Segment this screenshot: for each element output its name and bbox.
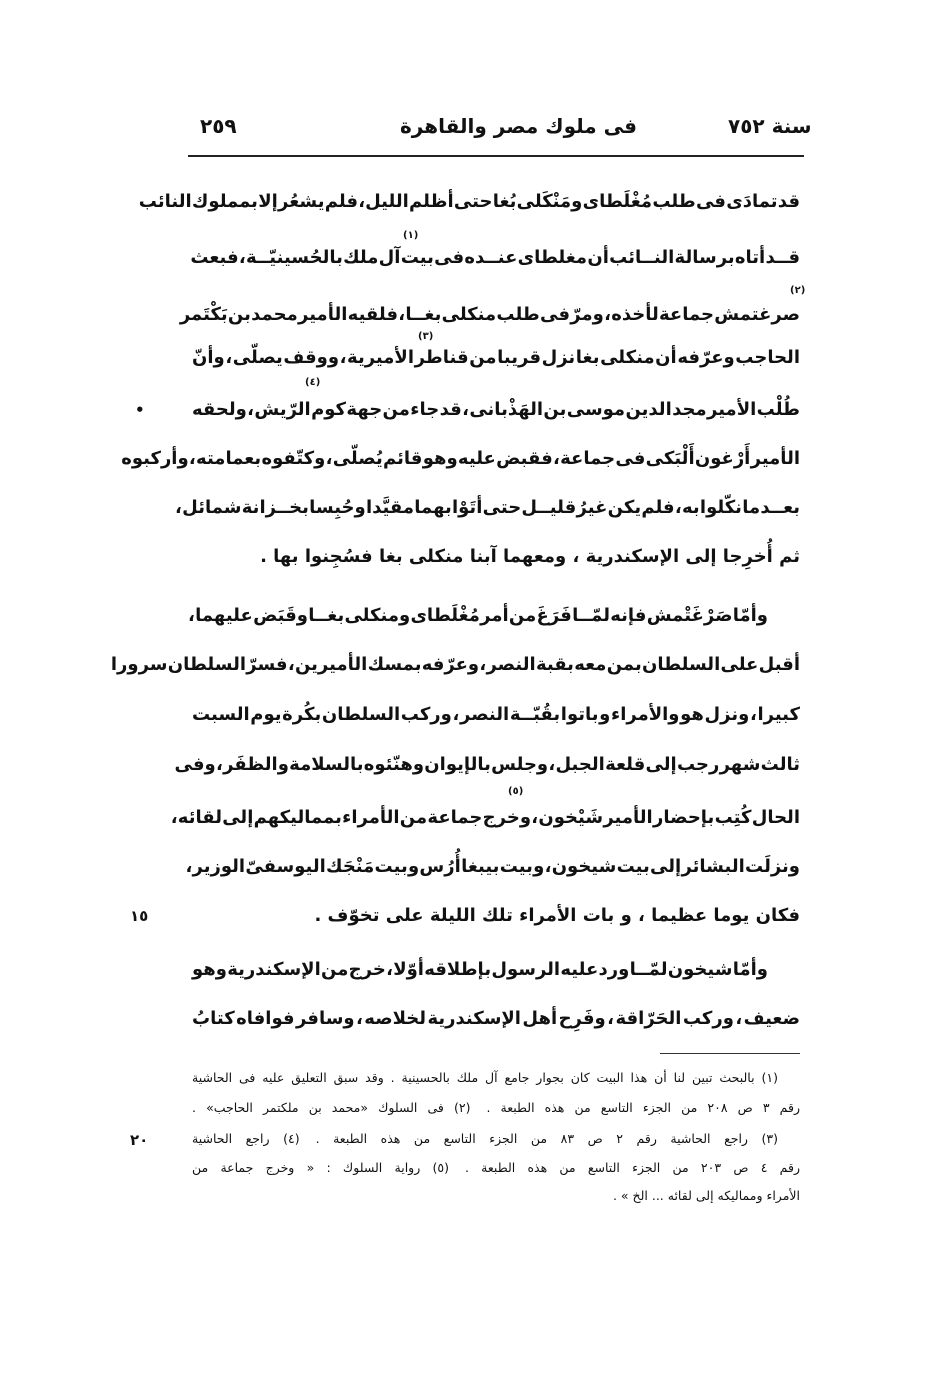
text-line: أقبل على السلطان بمن معه بقبة النصر ، وعرّفه بمسك الأميرين ، فسرّ السلطان سرورا — [110, 654, 800, 675]
text-line: الحاجب وعرّفه أن منكلى بغا نزل قريبا من قناطر الأميرية ، ووقف يصلّى ، وأنّ — [192, 347, 800, 368]
text-line: وأمّا صَرْغَتْمش فإنه لمّــا فَرَغَ من أمر مُغْلَطاى ومنكلى بغــا وقَبَض عليهما ، — [188, 605, 768, 626]
header-rule — [188, 155, 804, 157]
footnote-2: (٢) فى السلوك «محمد بن ملكتمر الحاجب» . — [192, 1100, 471, 1115]
footnote-marker: (٥) — [508, 786, 524, 797]
text-line: ونزلَت البشائر إلى بيت شيخون ، و بيت بيبغا أُرُس و بيت مَنْجَك اليوسفىّ الوزير ، — [185, 856, 800, 877]
text-line: ثم أُخرِجا إلى الإسكندرية ، ومعهما آبنا منكلى بغا فسُجِنوا بها . — [260, 546, 800, 567]
text-line: وأمّا شيخون لمّــا ورد عليه الرسول بإطلاقه أوّلا ، خرج من الإسكندرية وهو — [192, 959, 768, 980]
footnote-1-cont: رقم ٣ ص ٢٠٨ من الجزء التاسع من هذه الطبعة . — [486, 1100, 801, 1115]
text-line: فكان يوما عظيما ، و بات الأمراء تلك الليلة على تخوّف . — [314, 905, 800, 926]
footnote-rule — [660, 1053, 800, 1054]
text-line: بعــد ما نكّلوا به ، فلم يكن غيرُ قليــل حتى أتَوْا بهما مقيَّدا وحُبِسا بخــزانة شمائل ، — [175, 497, 800, 518]
footnote-line — [192, 1187, 800, 1205]
text-line: صرغتمش جماعة لأخذه ، ومرّ فى طلب منكلى بغــا ، فلقيه الأمير محمد بن بَكْتَمر — [179, 304, 800, 325]
margin-line-number: ٢٠ — [130, 1131, 149, 1149]
margin-bullet: • — [135, 401, 145, 419]
footnote-marker: (٤) — [305, 377, 321, 388]
footnote-marker: (١) — [403, 230, 419, 241]
text-line: ثالث شهر رجب إلى قلعة الجبل ، وجلس بالإيوان وهنّئوه بالسلامة والظفَر ، وفى — [174, 754, 800, 775]
text-line: الحال كُتِب بإحضار الأمير شَيْخون ، وخرج جماعة من الأمراء بمماليكهم إلى لقائه ، — [170, 807, 800, 828]
footnote-5-cont: الأمراء ومماليكه إلى لقائه ... الخ » . — [612, 1188, 800, 1203]
page-number: ٢٥٩ — [200, 114, 237, 138]
footnote-marker: (٢) — [790, 285, 806, 296]
footnote-line — [192, 1099, 800, 1117]
header-year: سنة ٧٥٢ — [728, 114, 812, 138]
text-line: كبيرا ، ونزل هو والأمراء و باتوا بقُبّــة النصر ، وركب السلطان بكُرة يوم السبت — [192, 704, 800, 725]
footnote-line — [192, 1130, 800, 1148]
footnote-line — [192, 1069, 800, 1087]
header-title: فى ملوك مصر والقاهرة — [400, 114, 637, 138]
text-line: قــد أتاه برسالة النــائب أن مغلطاى عنــده فى بيت آل ملك بالحُسينيّــة ، فبعث — [190, 247, 800, 268]
footnote-marker: (٣) — [418, 331, 434, 342]
text-line: الأمير أَرْغون أَلْبَكى فى جماعة ، فقبض عليه وهو قائم يُصلّى ، وكتّفوه بعمامته ، وأركبوه — [121, 448, 800, 469]
text-line: قد تمادَى فى طلب مُغْلَطاى ومَنْكَلى بُغا حتى أظلم الليل، فلم يشعُر إلا بمملوك النائب — [138, 191, 800, 212]
text-line: طُلْب الأمير مجد الدين موسى بن الهَذْبانى ، قد جاء من جهة كوم الرّيش ، ولحقه — [192, 399, 800, 420]
footnote-4-cont: رقم ٤ ص ٢٠٣ من الجزء التاسع من هذه الطبعة . — [464, 1160, 800, 1175]
text-line: ضعيف ، وركب الحَرّاقة ، وفَرِح أهل الإسكندرية لخلاصه ، وسافر فوافاه كتابُ — [192, 1008, 800, 1029]
footnote-1: (١) بالبحث تبين لنا أن هذا البيت كان بجوار جامع آل ملك بالحسينية . وقد سبق التعليق عليه فى الحاشية — [192, 1070, 778, 1085]
footnote-3: (٣) راجع الحاشية رقم ٢ ص ٨٣ من الجزء التاسع من هذه الطبعة . — [315, 1131, 778, 1146]
footnote-line — [192, 1159, 800, 1177]
footnote-4: (٤) راجع الحاشية — [192, 1131, 300, 1146]
footnote-5: (٥) رواية السلوك : « وخرج جماعة من — [192, 1160, 449, 1175]
margin-line-number: ١٥ — [130, 907, 149, 925]
